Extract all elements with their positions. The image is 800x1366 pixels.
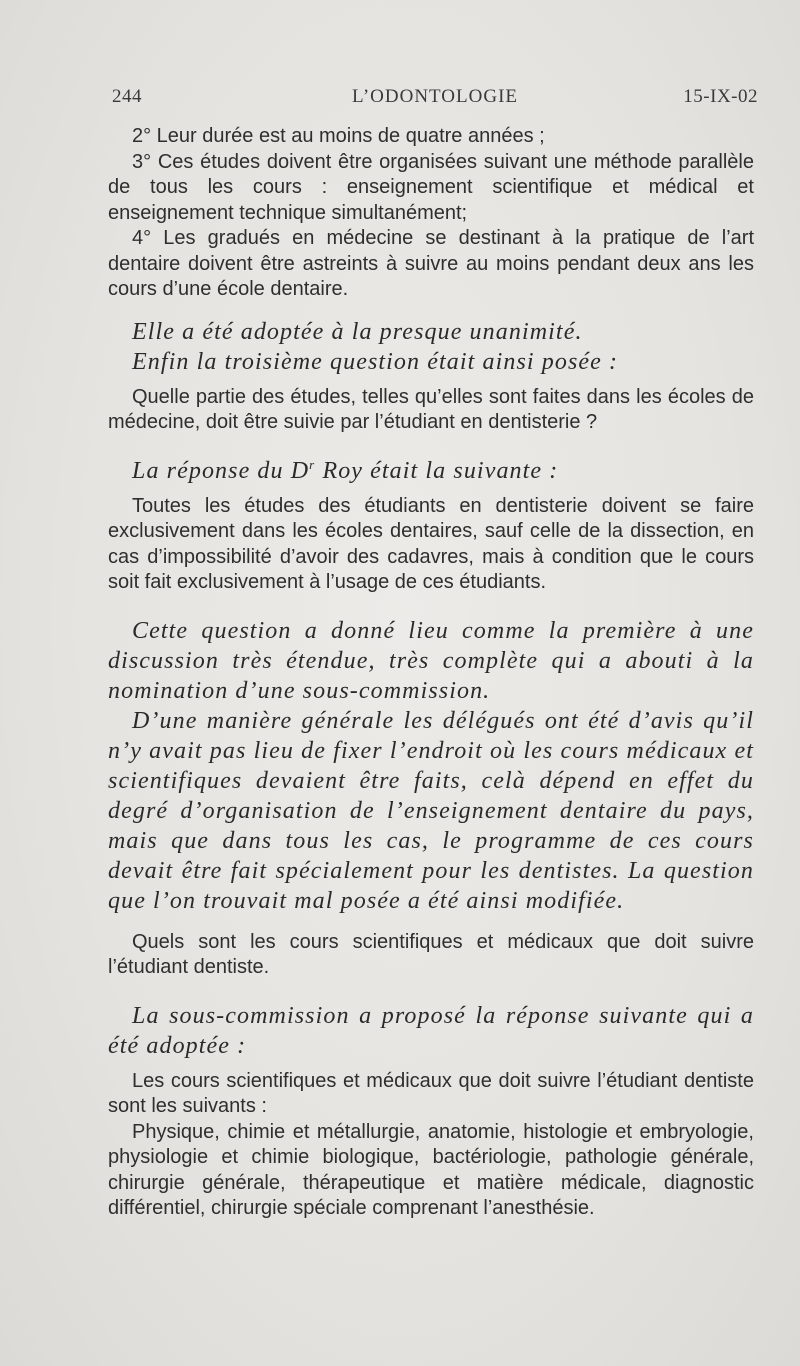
italic-delegates-opinion: D’une manière générale les délégués ont été d’avis qu’il n’y avait pas lieu de fixer l’endroit où les cours médicaux et scientifiques devaient être faits, celà dépend en effet du degré d’organisation de l’enseignement dentaire du pays, mais que dans tous les cas, le programme de ces cours devait être fait spécialement pour les dentistes. La question que l’on trouvait mal posée a été ainsi modifiée.	[108, 707, 754, 914]
paragraph-item-3: 3° Ces études doivent être organisées suivant une méthode parallèle de tous les cours : enseignement scientifique et médical et enseignement technique simultanément;	[108, 150, 754, 224]
running-header	[112, 86, 758, 116]
body-text	[108, 124, 754, 1222]
courses-intro: Les cours scientifiques et médicaux que doit suivre l’étudiant dentiste sont les suivants :	[108, 1069, 754, 1117]
response-intro-tail: Roy était la suivante :	[315, 457, 559, 484]
roy-response: Toutes les études des étudiants en dentisterie doivent se faire exclusivement dans les écoles dentaires, sauf celle de la dissection, en cas d’impossibilité d’avoir des cadavres, mais à condition que le cours soit fait exclusivement à l’usage de ces étudiants.	[108, 494, 754, 593]
italic-response-intro	[108, 456, 754, 486]
italic-third-question-intro: Enfin la troisième question était ainsi posée :	[132, 348, 619, 375]
third-question: Quelle partie des études, telles qu’elles sont faites dans les écoles de médecine, doit être suivie par l’étudiant en dentisterie ?	[108, 385, 754, 433]
doctor-superscript: r	[309, 456, 316, 472]
response-intro-text: La réponse du D	[132, 457, 310, 484]
page-number: 244	[112, 86, 142, 107]
italic-adoption-note: Elle a été adoptée à la presque unanimité.	[132, 318, 583, 345]
italic-subcommission-proposal: La sous-commission a proposé la réponse suivante qui a été adoptée :	[108, 1002, 754, 1059]
paragraph-item-4: 4° Les gradués en médecine se destinant à la pratique de l’art dentaire doivent être astreints à suivre au moins pendant deux ans les cours d’une école dentaire.	[108, 227, 754, 300]
italic-discussion: Cette question a donné lieu comme la première à une discussion très étendue, très complète qui a abouti à la nomination d’une sous-commission.	[108, 617, 754, 704]
journal-title: L’ODONTOLOGIE	[351, 86, 519, 107]
paragraph-item-2: 2° Leur durée est au moins de quatre années ;	[132, 125, 545, 147]
courses-list: Physique, chimie et métallurgie, anatomie, histologie et embryologie, physiologie et chimie biologique, bactériologie, pathologie générale, chirurgie générale, thérapeutique et matière médicale, diagnostic différentiel, chirurgie spéciale comprenant l’anesthésie.	[108, 1120, 754, 1219]
issue-date: 15-IX-02	[683, 86, 758, 107]
modified-question: Quels sont les cours scientifiques et médicaux que doit suivre l’étudiant dentiste.	[108, 930, 754, 978]
